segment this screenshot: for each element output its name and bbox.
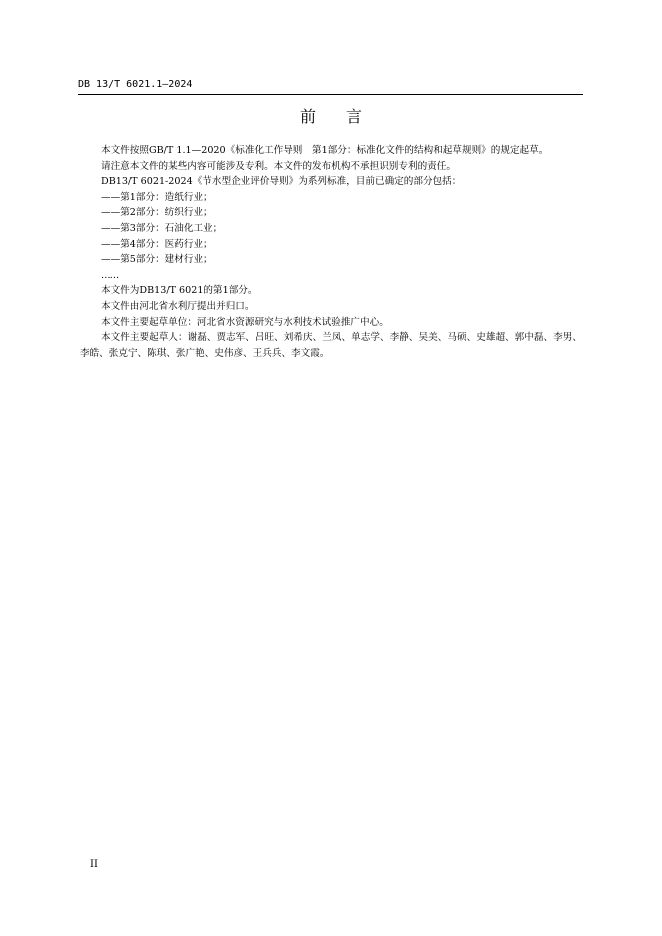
header-rule xyxy=(78,94,583,95)
list-item-part-5: ——第5部分：建材行业； xyxy=(101,254,213,266)
paragraph-patent-notice: 请注意本文件的某些内容可能涉及专利。本文件的发布机构不承担识别专利的责任。 xyxy=(101,160,456,172)
list-item-part-3: ——第3部分：石油化工业； xyxy=(101,222,223,234)
paragraph-part-statement: 本文件为DB13/T 6021的第1部分。 xyxy=(101,285,258,297)
page-number: II xyxy=(90,859,98,870)
list-ellipsis: …… xyxy=(101,269,119,281)
paragraph-proposer: 本文件由河北省水利厅提出并归口。 xyxy=(101,300,255,312)
list-item-part-4: ——第4部分：医药行业； xyxy=(101,238,213,250)
foreword-body xyxy=(80,143,582,361)
paragraph-series-intro: DB13/T 6021-2024《节水型企业评价导则》为系列标准，目前已确定的部分包括： xyxy=(101,176,462,188)
paragraph-drafting-organization: 本文件主要起草单位：河北省水资源研究与水利技术试验推广中心。 xyxy=(101,316,389,328)
document-identifier: DB 13/T 6021.1—2024 xyxy=(78,79,193,90)
page-title: 前言 xyxy=(299,107,392,126)
list-item-part-2: ——第2部分：纺织行业； xyxy=(101,207,213,219)
paragraph-drafting-basis: 本文件按照GB/T 1.1—2020《标准化工作导则 第1部分：标准化文件的结构和起草规则》的规定起草。 xyxy=(101,145,549,156)
list-item-part-1: ——第1部分：造纸行业； xyxy=(101,191,213,203)
paragraph-drafters: 本文件主要起草人：谢磊、贾志军、吕旺、刘希庆、兰凤、单志学、李静、吴美、马硕、史雄超、郭中磊、李男、李皓、张克宁、陈琪、张广艳、史伟彦、王兵兵、李文霞。 xyxy=(80,332,582,359)
